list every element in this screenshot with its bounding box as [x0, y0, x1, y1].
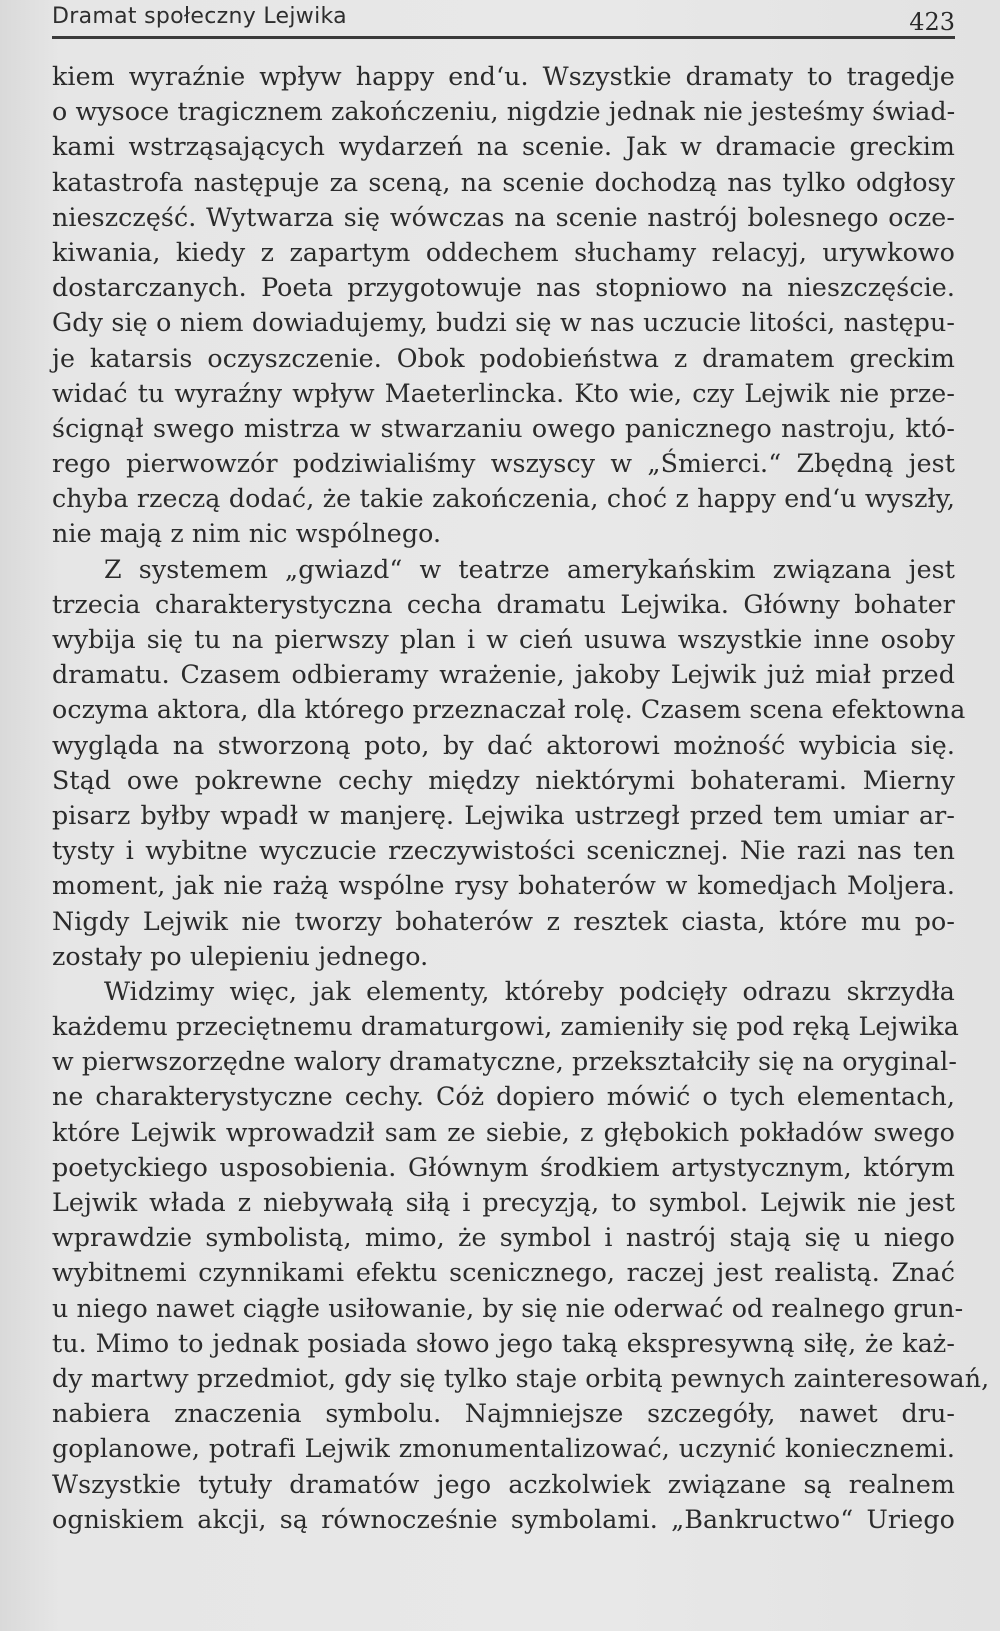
text-line: dostarczanych. Poeta przygotowuje nas stopniowo na nieszczęście. [52, 273, 955, 303]
text-line: poetyckiego usposobienia. Głównym środkiem artystycznym, którym [52, 1152, 955, 1182]
text-line: ogniskiem akcji, są równocześnie symbolami. „Bankructwo“ Uriego [52, 1504, 955, 1534]
text-line: ne charakterystyczne cechy. Cóż dopiero mówić o tych elementach, [52, 1082, 955, 1112]
text-line: w pierwszorzędne walory dramatyczne, przekształciły się na oryginal- [52, 1047, 958, 1077]
text-line: tysty i wybitne wyczucie rzeczywistości scenicznej. Nie razi nas ten [52, 836, 955, 866]
text-line: oczyma aktora, dla którego przeznaczał rolę. Czasem scena efektowna [52, 695, 966, 725]
text-line: Gdy się o niem dowiadujemy, budzi się w nas uczucie litości, następu- [52, 308, 955, 338]
text-line: katastrofa następuje za sceną, na scenie dochodzą nas tylko odgłosy [52, 167, 955, 197]
body-text [52, 59, 990, 1537]
text-line: wybija się tu na pierwszy plan i w cień usuwa wszystkie inne osoby [52, 625, 955, 654]
header-rule [52, 36, 955, 39]
text-line: moment, jak nie rażą wspólne rysy bohaterów w komedjach Moljera. [52, 871, 955, 901]
running-title: Dramat społeczny Lejwika [52, 4, 347, 29]
text-line: tu. Mimo to jednak posiada słowo jego taką ekspresywną siłę, że każ- [52, 1328, 955, 1358]
page-header [52, 4, 955, 40]
text-line: widać tu wyraźny wpływ Maeterlincka. Kto wie, czy Lejwik nie prze- [52, 378, 955, 408]
text-line: kiem wyraźnie wpływ happy end‘u. Wszystkie dramaty to tragedje [52, 62, 955, 91]
text-line: każdemu przeciętnemu dramaturgowi, zamieniły się pod ręką Lejwika [52, 1012, 959, 1042]
text-line: zostały po ulepieniu jednego. [52, 941, 429, 971]
text-line: dy martwy przedmiot, gdy się tylko staje orbitą pewnych zainteresowań, [52, 1363, 990, 1393]
text-line: kiwania, kiedy z zapartym oddechem słuchamy relacyj, urywkowo [52, 237, 955, 267]
text-line: Lejwik włada z niebywałą siłą i precyzją, to symbol. Lejwik nie jest [52, 1188, 955, 1217]
text-line: je katarsis oczyszczenie. Obok podobieństwa z dramatem greckim [52, 343, 955, 373]
text-line: Z systemem „gwiazd“ w teatrze amerykańskim związana jest [104, 554, 955, 584]
text-line: dramatu. Czasem odbieramy wrażenie, jakoby Lejwik już miał przed [52, 660, 955, 690]
text-line: pisarz byłby wpadł w manjerę. Lejwika ustrzegł przed tem umiar ar- [52, 800, 955, 830]
text-line: nieszczęść. Wytwarza się wówczas na scenie nastrój bolesnego ocze- [52, 202, 955, 232]
text-line: które Lejwik wprowadził sam ze siebie, z głębokich pokładów swego [52, 1117, 955, 1147]
text-line: wprawdzie symbolistą, mimo, że symbol i nastrój stają się u niego [52, 1223, 955, 1253]
page-number: 423 [909, 8, 955, 36]
text-line: o wysoce tragicznem zakończeniu, nigdzie jednak nie jesteśmy świad- [52, 97, 956, 127]
paragraph [52, 974, 990, 1537]
text-line: trzecia charakterystyczna cecha dramatu Lejwika. Główny bohater [52, 589, 955, 619]
text-line: rego pierwowzór podziwialiśmy wszyscy w „Śmierci.“ Zbędną jest [52, 449, 955, 479]
text-line: u niego nawet ciągłe usiłowanie, by się nie oderwać od realnego grun- [52, 1293, 964, 1323]
text-line: Wszystkie tytuły dramatów jego aczkolwiek związane są realnem [52, 1469, 955, 1499]
text-line: wybitnemi czynnikami efektu scenicznego, raczej jest realistą. Znać [52, 1258, 955, 1288]
text-line: ścignął swego mistrza w stwarzaniu owego panicznego nastroju, któ- [52, 413, 955, 443]
paragraph [52, 59, 955, 552]
text-line: wygląda na stworzoną poto, by dać aktorowi możność wybicia się. [52, 730, 955, 760]
text-line: Widzimy więc, jak elementy, któreby podcięły odrazu skrzydła [104, 976, 955, 1006]
paragraph [52, 552, 966, 974]
text-line: chyba rzeczą dodać, że takie zakończenia, choć z happy end‘u wyszły, [52, 484, 955, 514]
text-line: Stąd owe pokrewne cechy między niektórymi bohaterami. Mierny [52, 765, 955, 795]
text-line: nie mają z nim nic wspólnego. [52, 519, 442, 549]
text-line: Nigdy Lejwik nie tworzy bohaterów z resztek ciasta, które mu po- [52, 906, 955, 936]
text-line: nabiera znaczenia symbolu. Najmniejsze szczegóły, nawet dru- [52, 1399, 955, 1429]
text-line: kami wstrząsających wydarzeń na scenie. Jak w dramacie greckim [52, 132, 955, 162]
text-line: goplanowe, potrafi Lejwik zmonumentalizować, uczynić koniecznemi. [52, 1434, 955, 1464]
